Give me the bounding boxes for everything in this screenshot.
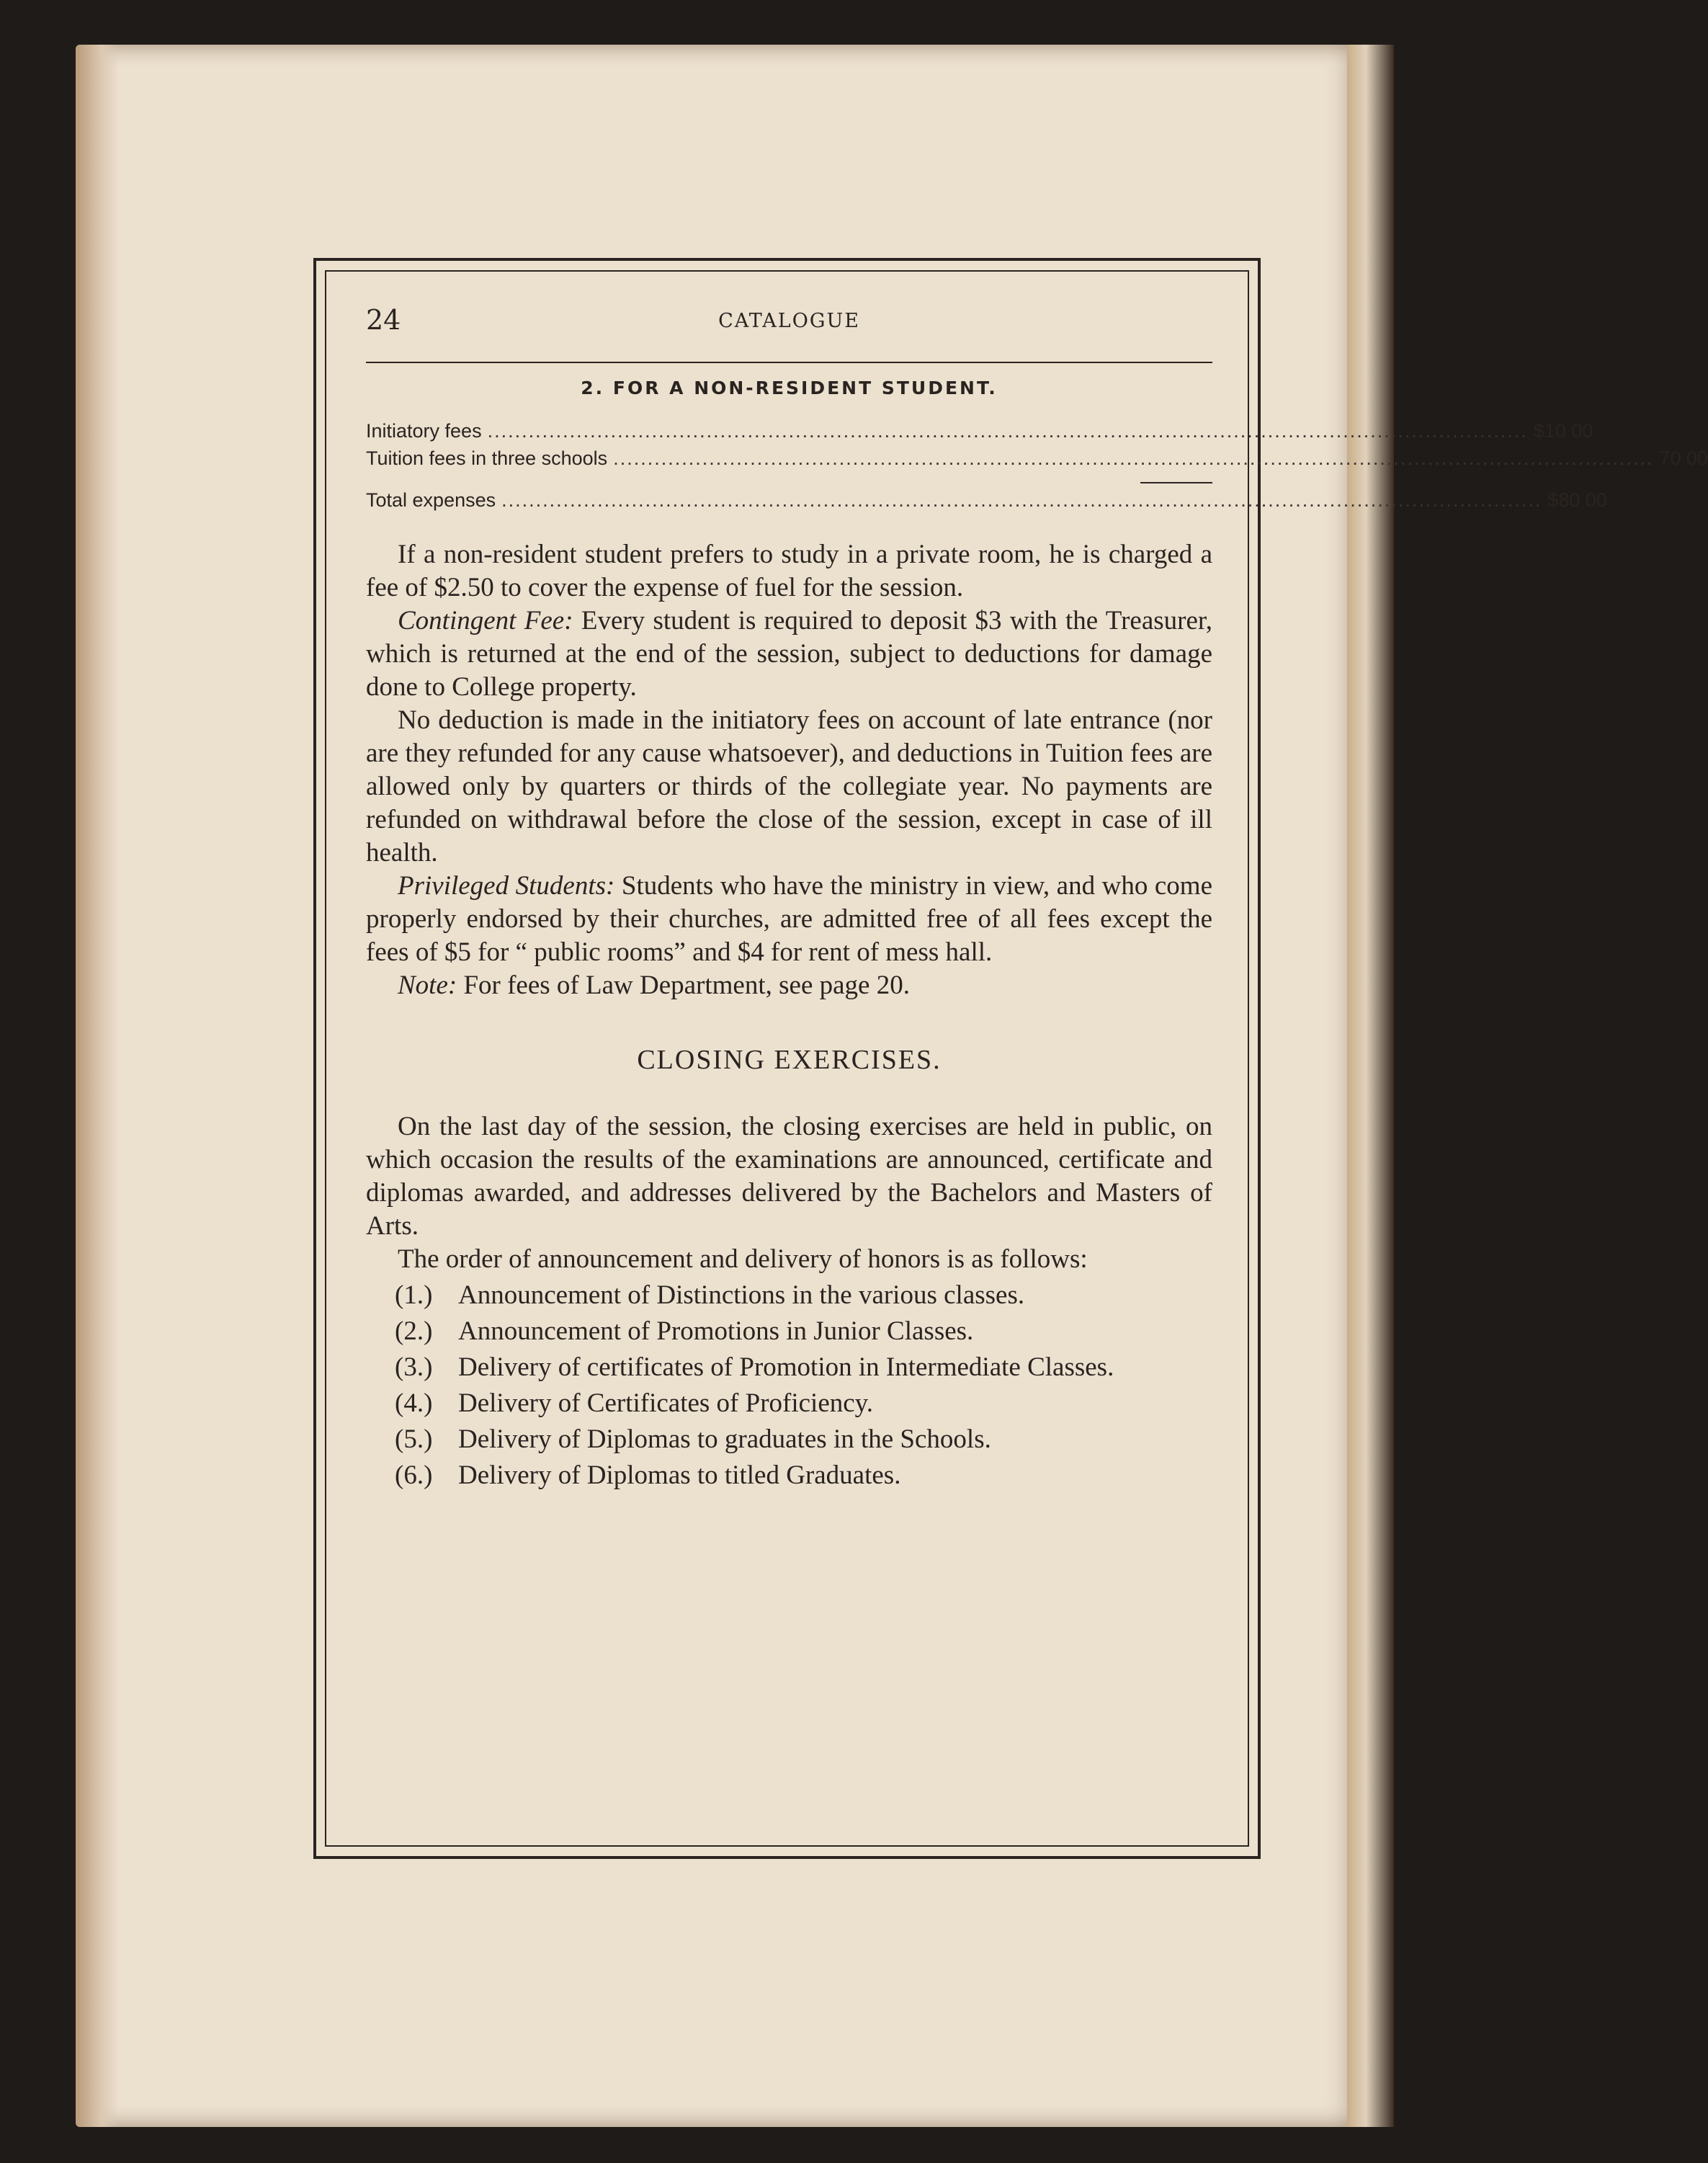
leader-dots: ........................................................................................................................................................ [501,489,1542,511]
fees-heading: 2. FOR A NON-RESIDENT STUDENT. [581,378,998,398]
list-item [395,1351,1212,1384]
paragraph-privileged-students [366,870,1212,969]
closing-text [366,1110,1212,1276]
privileged-students-text: Students who have the ministry in view, and who come properly endorsed by their churches, are admitted free of all fees except the fees of $5 for “ public rooms” and $4 for rent of mess hall. [366,871,1212,967]
honors-list [366,1279,1212,1492]
contingent-fee-text: Every student is required to deposit $3 with the Treasurer, which is returned at the end of the session, subject to deductions for damage done to College property. [366,606,1212,702]
running-title: CATALOGUE [718,310,860,332]
fee-label: Initiatory fees [366,420,482,442]
list-item [395,1423,1212,1456]
note-text: For fees of Law Department, see page 20. [457,971,910,1000]
fees-table [366,420,1708,517]
header-rule [366,362,1212,363]
fee-total-row [366,489,1607,517]
total-rule [1140,482,1212,483]
paragraph-no-deduction: No deduction is made in the initiatory fees on account of late entrance (nor are they refunded for any cause whatsoever), and deductions in Tuition fees are allowed only by quarters or thirds of the collegiate year. No payments are refunded on withdrawal before the close of the session, except in case of ill health. [366,705,1212,868]
fees-notes [366,538,1212,1002]
list-text: Delivery of Certificates of Proficiency. [458,1388,874,1418]
leader-dots: ........................................................................................................................................................ [613,447,1654,469]
page-number: 24 [366,304,401,336]
page-content [366,288,1708,1816]
list-item [395,1279,1212,1312]
list-number: (1.) [395,1280,433,1310]
fee-label: Tuition fees in three schools [366,447,608,469]
list-item [395,1459,1212,1492]
fee-amount: 70 00 [1659,447,1708,469]
contingent-fee-label: Contingent Fee: [398,606,573,635]
closing-exercises-title: CLOSING EXERCISES. [637,1045,942,1075]
list-text: Delivery of Diplomas to titled Graduates. [458,1460,901,1490]
note-label: Note: [398,971,457,1000]
fee-total-amount: $80 00 [1547,489,1607,511]
list-number: (6.) [395,1460,433,1490]
paragraph-private-room: If a non-resident student prefers to study in a private room, he is charged a fee of $2.50 to cover the expense of fuel for the session. [366,540,1212,602]
page-header [366,288,1212,353]
list-number: (4.) [395,1388,433,1418]
fee-total-label: Total expenses [366,489,496,511]
book-spine-shadow [76,45,119,2127]
list-text: Delivery of certificates of Promotion in Intermediate Classes. [458,1352,1114,1382]
order-intro: The order of announcement and delivery of honors is as follows: [398,1244,1088,1274]
list-item [395,1387,1212,1420]
facing-page-edge [1347,45,1394,2127]
paragraph-contingent-fee [366,605,1212,704]
list-text: Announcement of Distinctions in the various classes. [458,1280,1025,1310]
list-number: (5.) [395,1424,433,1454]
fee-row [366,447,1708,475]
fee-row [366,420,1593,447]
leader-dots: ........................................................................................................................................................ [487,420,1528,442]
fee-amount: $10 00 [1533,420,1593,442]
privileged-students-label: Privileged Students: [398,871,615,901]
list-number: (3.) [395,1352,433,1382]
paragraph-note [366,969,1212,1002]
list-number: (2.) [395,1316,433,1346]
list-text: Delivery of Diplomas to graduates in the Schools. [458,1424,991,1454]
closing-intro: On the last day of the session, the closing exercises are held in public, on which occasion the results of the examinations are announced, certificate and diplomas awarded, and addresses delivered by the Bachelors and Masters of Arts. [366,1112,1212,1241]
list-item [395,1315,1212,1348]
list-text: Announcement of Promotions in Junior Classes. [458,1316,974,1346]
